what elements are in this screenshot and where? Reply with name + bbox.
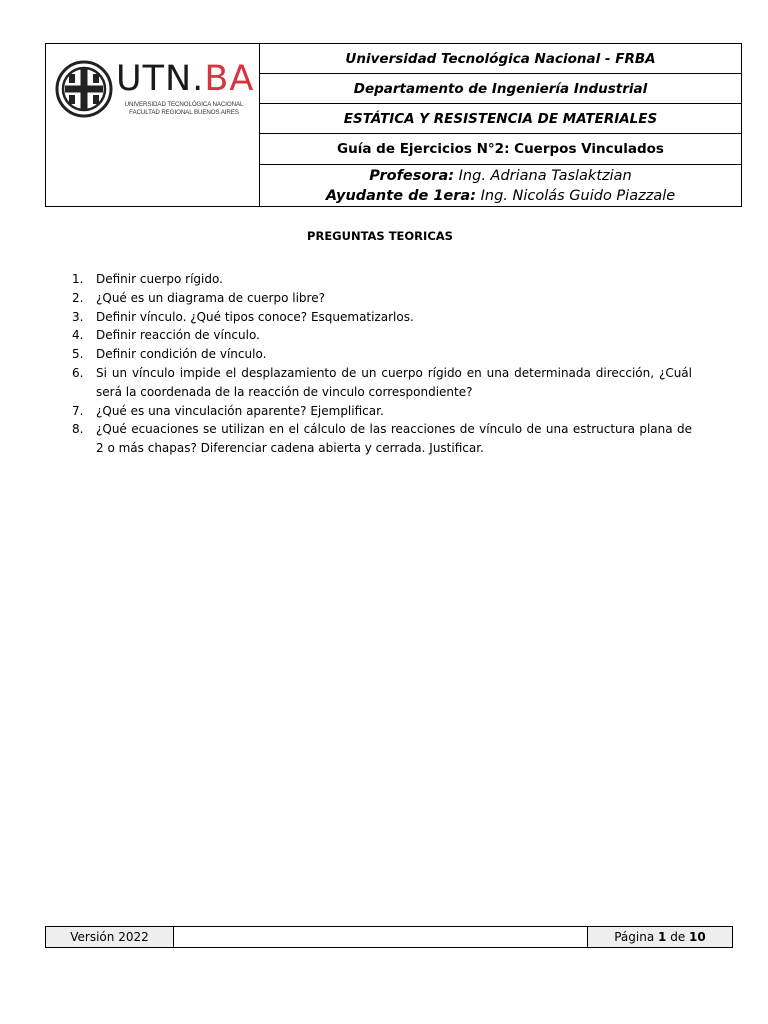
list-item xyxy=(72,402,692,421)
department-name: Departamento de Ingeniería Industrial xyxy=(260,74,741,104)
header-table xyxy=(45,43,742,207)
version-label: Versión 2022 xyxy=(46,927,174,947)
page-number xyxy=(588,927,732,947)
logo-subtitle xyxy=(116,101,252,116)
professor-name: Ing. Adriana Taslaktzian xyxy=(458,167,632,184)
question-number: 4. xyxy=(72,328,84,343)
question-text: Si un vínculo impide el desplazamiento de un cuerpo rígido en una determinada dirección, ¿Cuál será la coordenada de la reacción de vinculo correspondiente? xyxy=(96,365,692,399)
question-text: Definir vínculo. ¿Qué tipos conoce? Esquematizarlos. xyxy=(96,309,414,324)
guide-title: Guía de Ejercicios N°2: Cuerpos Vinculados xyxy=(260,134,741,165)
assistant-line xyxy=(326,186,675,206)
section-title: PREGUNTAS TEORICAS xyxy=(307,229,453,243)
professor-label: Profesora: xyxy=(369,167,455,184)
question-number: 6. xyxy=(72,365,84,380)
assistant-label: Ayudante de 1era: xyxy=(325,187,476,204)
question-number: 8. xyxy=(72,422,84,437)
university-name: Universidad Tecnológica Nacional - FRBA xyxy=(260,44,741,74)
question-number: 1. xyxy=(72,272,84,286)
list-item xyxy=(72,364,692,402)
utn-emblem-icon xyxy=(55,60,113,118)
list-item xyxy=(72,345,692,364)
list-item xyxy=(72,308,692,327)
question-number: 3. xyxy=(72,309,84,324)
list-item xyxy=(72,289,692,308)
questions-list xyxy=(72,270,692,458)
question-number: 5. xyxy=(72,347,84,362)
logo-subtitle-line1: UNIVERSIDAD TECNOLÓGICA NACIONAL xyxy=(124,101,244,108)
footer-spacer xyxy=(174,927,588,947)
question-number: 7. xyxy=(72,403,84,418)
page-current: 1 xyxy=(658,930,667,944)
question-number: 2. xyxy=(72,290,84,305)
page-of: de xyxy=(670,930,686,944)
staff-info xyxy=(260,165,741,206)
list-item xyxy=(72,270,692,289)
header-info xyxy=(260,44,741,206)
list-item xyxy=(72,326,692,345)
question-text: Definir condición de vínculo. xyxy=(96,347,267,362)
logo xyxy=(46,44,260,206)
logo-utn: UTN. xyxy=(116,59,205,99)
logo-ba: BA xyxy=(204,59,255,99)
footer xyxy=(45,926,733,948)
question-text: ¿Qué ecuaciones se utilizan en el cálculo de las reacciones de vínculo de una estructura plana de 2 o más chapas? Diferenciar cadena abierta y cerrada. Justificar. xyxy=(96,422,692,456)
page-total: 10 xyxy=(689,930,706,944)
logo-subtitle-line2: FACULTAD REGIONAL BUENOS AIRES xyxy=(129,108,239,116)
logo-wordmark xyxy=(116,59,255,99)
professor-line xyxy=(369,166,631,186)
list-item xyxy=(72,420,692,458)
question-text: Definir reacción de vínculo. xyxy=(96,328,260,343)
question-text: ¿Qué es una vinculación aparente? Ejemplificar. xyxy=(96,403,384,418)
question-text: Definir cuerpo rígido. xyxy=(96,272,223,286)
subject-name: ESTÁTICA Y RESISTENCIA DE MATERIALES xyxy=(260,104,741,134)
assistant-name: Ing. Nicolás Guido Piazzale xyxy=(480,187,676,204)
question-text: ¿Qué es un diagrama de cuerpo libre? xyxy=(96,290,325,305)
page-label: Página xyxy=(614,930,655,944)
